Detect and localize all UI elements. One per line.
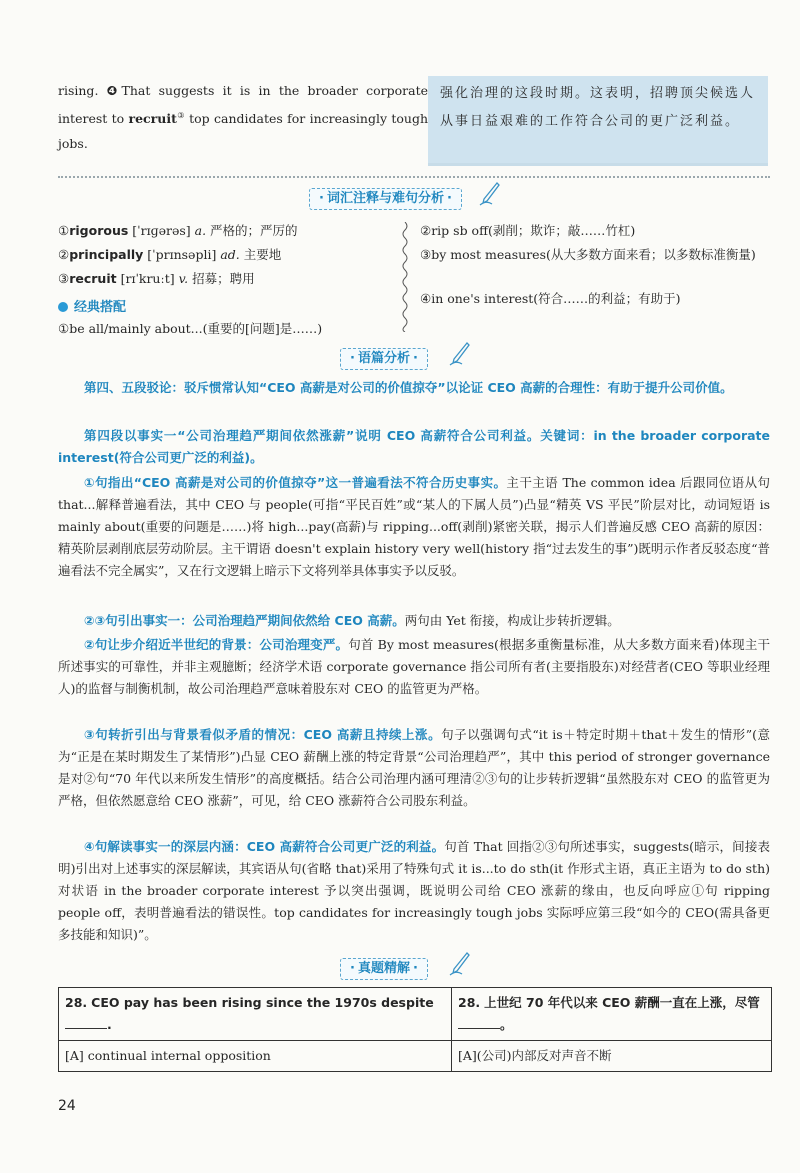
question-stem-row [59,988,772,1041]
passage-english [58,78,428,156]
section-divider [58,176,770,178]
collocation-entry: ①be all/mainly about...(重要的[问题]是……) [58,321,323,336]
pen-icon [478,181,500,207]
question-table [58,987,772,1072]
vocab-highlight-word: recruit [128,111,177,127]
column-divider-zigzag [400,222,410,332]
option-a-cn: [A](公司)内部反对声音不断 [452,1041,772,1072]
answer-blank [458,1014,500,1029]
vocab-banner-label: 词汇注释与难句分析 [326,191,444,206]
vocab-entry: ①rigorous [ˈrɪɡərəs] a. 严格的；严厉的 [58,223,298,238]
pen-icon [448,951,470,977]
footnote-marker: ③ [176,111,185,120]
question-section-banner: · 真题精解 · [340,958,428,980]
question-stem-en: 28. CEO pay has been rising since the 1970s despite . [59,988,452,1041]
analysis-paragraph-summary: 第四、五段驳论：驳斥惯常认知“CEO 高薪是对公司的价值掠夺”以论证 CEO 高薪的合理性：有助于提升公司价值。 [84,380,733,395]
question-stem-cn: 28. 上世纪 70 年代以来 CEO 薪酬一直在上涨，尽管。 [452,988,772,1041]
phrase-entry: ②rip sb off(剥削；欺诈；敲……竹杠) [420,223,636,238]
vocab-entry: ②principally [ˈprɪnsəpli] ad. 主要地 [58,247,282,262]
option-a-en: [A] continual internal opposition [59,1041,452,1072]
pen-icon [448,341,470,367]
sentence-number: ❹ [106,83,122,98]
analysis-sentence-4: ④句解读事实一的深层内涵：CEO 高薪符合公司更广泛的利益。句首 That 回指②③句所述事实，suggests(暗示，间接表明)引出对上述事实的深层解读，其宾语从句(省略 that)采用了特殊句式 it is...to do sth(it 作形式主语，真正主语为 to do sth)对状语 in the broader corporate interest 予以突出强调，既说明公司给 CEO 涨薪的缘由，也反向呼应①句 ripping people off，表明普遍看法的错误性。top candidates for increasingly tough jobs 实际呼应第三段“如今的 CEO(需具备更多技能和知识)”。 [58,839,770,942]
analysis-sentence-2-3: ②③句引出事实一：公司治理趋严期间依然给 CEO 高薪。两句由 Yet 衔接，构成让步转折逻辑。 [84,613,620,628]
answer-blank [65,1014,107,1029]
question-banner-label: 真题精解 [357,961,410,976]
analysis-sentence-3: ③句转折引出与背景看似矛盾的情况：CEO 高薪且持续上涨。句子以强调句式“it is＋特定时期＋that＋发生的情形”(意为“正是在某时期发生了某情形”)凸显 CEO 薪酬上涨的特定背景“公司治理趋严”，其中 this period of stronger governance 是对②句“70 年代以来所发生情形”的高度概括。结合公司治理内涵可理清②③句的让步转折逻辑“虽然股东对 CEO 的监管更为严格，但依然愿意给 CEO 涨薪”，可见，给 CEO 涨薪符合公司股东利益。 [58,727,770,808]
analysis-paragraph-keyword: 第四段以事实一“公司治理趋严期间依然涨薪”说明 CEO 高薪符合公司利益。关键词：in the broader corporate interest(符合公司更广泛的利益)。 [58,428,770,465]
passage-chinese-translation: 强化治理的这段时期。这表明，招聘顶尖候选人从事日益艰难的工作符合公司的更广泛利益。 [428,76,768,166]
phrase-entry: ④in one's interest(符合……的利益；有助于) [420,291,681,306]
collocation-heading: 经典搭配 [58,296,126,315]
vocab-section-banner: · 词汇注释与难句分析 · [309,188,462,210]
bullet-icon [58,302,68,312]
analysis-sentence-1: ①句指出“CEO 高薪是对公司的价值掠夺”这一普遍看法不符合历史事实。主干主语 The common idea 后跟同位语从句 that...解释普遍看法，其中 CEO 与 people(可指“平民百姓”或“某人的下属人员”)凸显“精英 VS 平民”阶层对比，动词短语 is mainly about(重要的问题是……)将 high...pay(高薪)与 ripping...off(剥削)紧密关联，揭示人们普遍反感 CEO 高薪的原因：精英阶层剥削底层劳动阶层。主干谓语 doesn't explain history very well(history 指“过去发生的事”)既明示作者反驳态度“普遍看法不完全属实”，又在行文逻辑上暗示下文将列举具体事实予以反驳。 [58,475,770,578]
analysis-sentence-2: ②句让步介绍近半世纪的背景：公司治理变严。句首 By most measures(根据多重衡量标准，从大多数方面来看)体现主干所述事实的可靠性，并非主观臆断；经济学术语 corporate governance 指公司所有者(主要指股东)对经营者(CEO 等职业经理人)的监督与制衡机制，故公司治理趋严意味着股东对 CEO 的监管更为严格。 [58,637,770,696]
page-number: 24 [58,1098,76,1114]
passage-text-b: top candidates for increasingly tough jobs. [58,111,428,152]
option-row [59,1041,772,1072]
analysis-section-banner: · 语篇分析 · [340,348,428,370]
vocab-entry: ③recruit [rɪˈkruːt] v. 招募；聘用 [58,271,255,286]
passage-text-a: That suggests it is in the broader corporate interest to [58,83,428,127]
analysis-banner-label: 语篇分析 [357,351,410,366]
phrase-entry: ③by most measures(从大多数方面来看；以多数标准衡量) [420,247,756,262]
passage-text-pre: rising. [58,83,99,98]
